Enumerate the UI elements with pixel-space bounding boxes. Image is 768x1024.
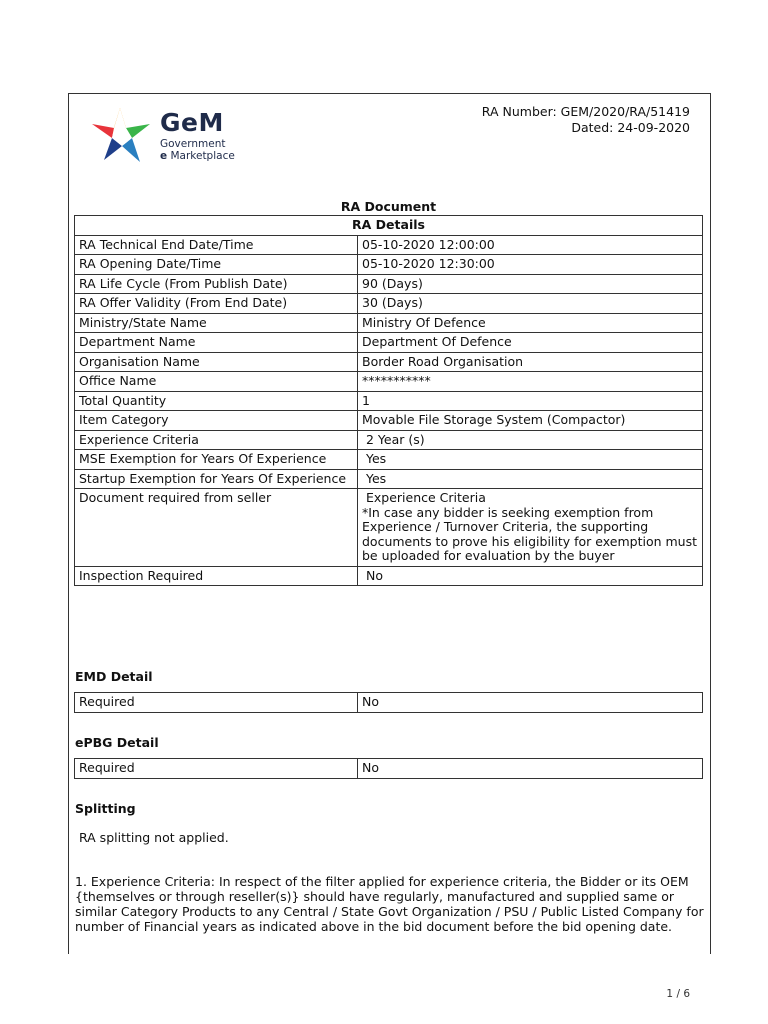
epbg-table [74, 758, 703, 779]
table-row: Item Category Movable File Storage System (Compactor) [75, 411, 703, 431]
document-title: RA Document [340, 199, 437, 214]
emd-table [74, 692, 703, 713]
experience-note: 1. Experience Criteria: In respect of the filter applied for experience criteria, the Bidder or its OEM {themselves or through reseller(s)} should have regularly, manufactured and supplied same or similar Category Products to any Central / State Govt Organization / PSU / Public Listed Company for number of Financial years as indicated above in the bid document before the bid opening date. [75, 874, 704, 934]
logo-subtitle-government: Government [160, 138, 226, 150]
doc-required-label: Document required from seller [75, 489, 358, 567]
table-row: RA Life Cycle (From Publish Date) 90 (Days) [75, 274, 703, 294]
ra-details-heading: RA Details [75, 216, 703, 236]
table-row: Required No [75, 693, 703, 713]
table-row: Total Quantity 1 [75, 391, 703, 411]
splitting-title: Splitting [75, 801, 136, 816]
table-row [75, 489, 703, 567]
ra-details-table [74, 215, 703, 586]
doc-required-value: Experience Criteria *In case any bidder is seeking exemption from Experience / Turnover Criteria, the supporting documents to prove his eligibility for exemption must be uploaded for evaluation by the buyer [358, 489, 703, 567]
table-row: Inspection Required No [75, 566, 703, 586]
logo-title: GeM [160, 108, 224, 137]
table-row: Office Name *********** [75, 372, 703, 392]
table-row: MSE Exemption for Years Of Experience Yes [75, 450, 703, 470]
table-row: RA Opening Date/Time 05-10-2020 12:30:00 [75, 255, 703, 275]
epbg-title: ePBG Detail [75, 735, 159, 750]
table-row: Department Name Department Of Defence [75, 333, 703, 353]
emd-title: EMD Detail [75, 669, 153, 684]
table-row: Required No [75, 759, 703, 779]
ra-meta [482, 104, 690, 136]
table-row: RA Technical End Date/Time 05-10-2020 12:00:00 [75, 235, 703, 255]
table-row: RA Offer Validity (From End Date) 30 (Days) [75, 294, 703, 314]
logo-subtitle-marketplace: e Marketplace [160, 150, 235, 162]
ra-dated: Dated: 24-09-2020 [571, 120, 690, 135]
table-row: Ministry/State Name Ministry Of Defence [75, 313, 703, 333]
table-row: Experience Criteria 2 Year (s) [75, 430, 703, 450]
ra-number: RA Number: GEM/2020/RA/51419 [481, 104, 690, 119]
table-row: Startup Exemption for Years Of Experience Yes [75, 469, 703, 489]
page-number: 1 / 6 [666, 988, 690, 1000]
table-row: Organisation Name Border Road Organisation [75, 352, 703, 372]
splitting-text: RA splitting not applied. [75, 830, 229, 845]
